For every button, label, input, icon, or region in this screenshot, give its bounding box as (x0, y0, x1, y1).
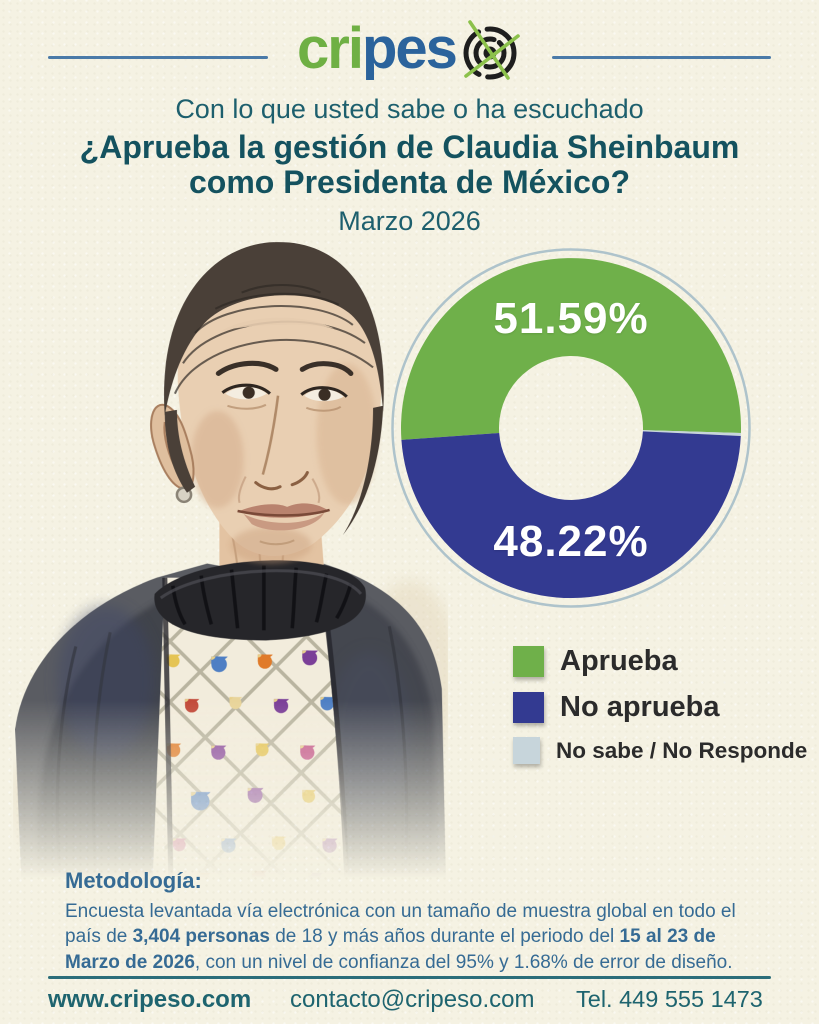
footer-email: contacto@cripeso.com (290, 986, 535, 1013)
legend-label-aprueba: Aprueba (560, 645, 678, 677)
legend-item-aprueba (513, 645, 678, 678)
target-crosshair-icon (458, 20, 522, 84)
disapprove-percentage-label: 48.22% (493, 517, 649, 566)
footer-phone: Tel. 449 555 1473 (576, 986, 763, 1012)
methodology-seg5: , con un nivel de confianza del 95% y 1.68% de error de diseño. (194, 951, 733, 973)
legend-label-no-aprueba: No aprueba (560, 691, 720, 723)
question-line-1: ¿Aprueba la gestión de Claudia Sheinbaum (79, 129, 740, 165)
slice-no-aprueba (401, 431, 740, 598)
methodology-seg3: de 18 y más años durante el periodo del (269, 926, 620, 948)
poll-question (0, 130, 819, 200)
question-line-2: como Presidenta de México? (188, 164, 630, 201)
logo-text-secondary: pes (362, 16, 456, 81)
methodology-body (65, 899, 757, 975)
logo-text-primary: cri (297, 16, 362, 81)
slice-aprueba (401, 258, 741, 440)
legend-item-no-sabe (513, 737, 807, 764)
methodology-seg1: Encuesta levantada vía electrónica con un tamaño de muestra global en todo el país de (65, 901, 736, 948)
legend-swatch-no-aprueba (513, 692, 544, 723)
methodology-sample-size: 3,404 personas (132, 926, 270, 948)
lead-in-text: Con lo que usted sabe o ha escuchado (175, 94, 644, 124)
methodology-title: Metodología: (65, 868, 202, 893)
footer-website: www.cripeso.com (48, 986, 252, 1013)
footer-divider (48, 976, 771, 979)
poll-period: Marzo 2026 (338, 206, 481, 236)
legend-swatch-aprueba (513, 646, 544, 677)
legend-swatch-no-sabe (513, 737, 540, 764)
legend-item-no-aprueba (513, 691, 720, 724)
methodology-section (65, 868, 757, 975)
approve-percentage-label: 51.59% (493, 294, 649, 343)
cripeso-logo (0, 14, 819, 84)
legend-label-no-sabe: No sabe / No Responde (556, 737, 808, 763)
methodology-field-dates: 15 al 23 de Marzo de 2026 (65, 926, 716, 973)
